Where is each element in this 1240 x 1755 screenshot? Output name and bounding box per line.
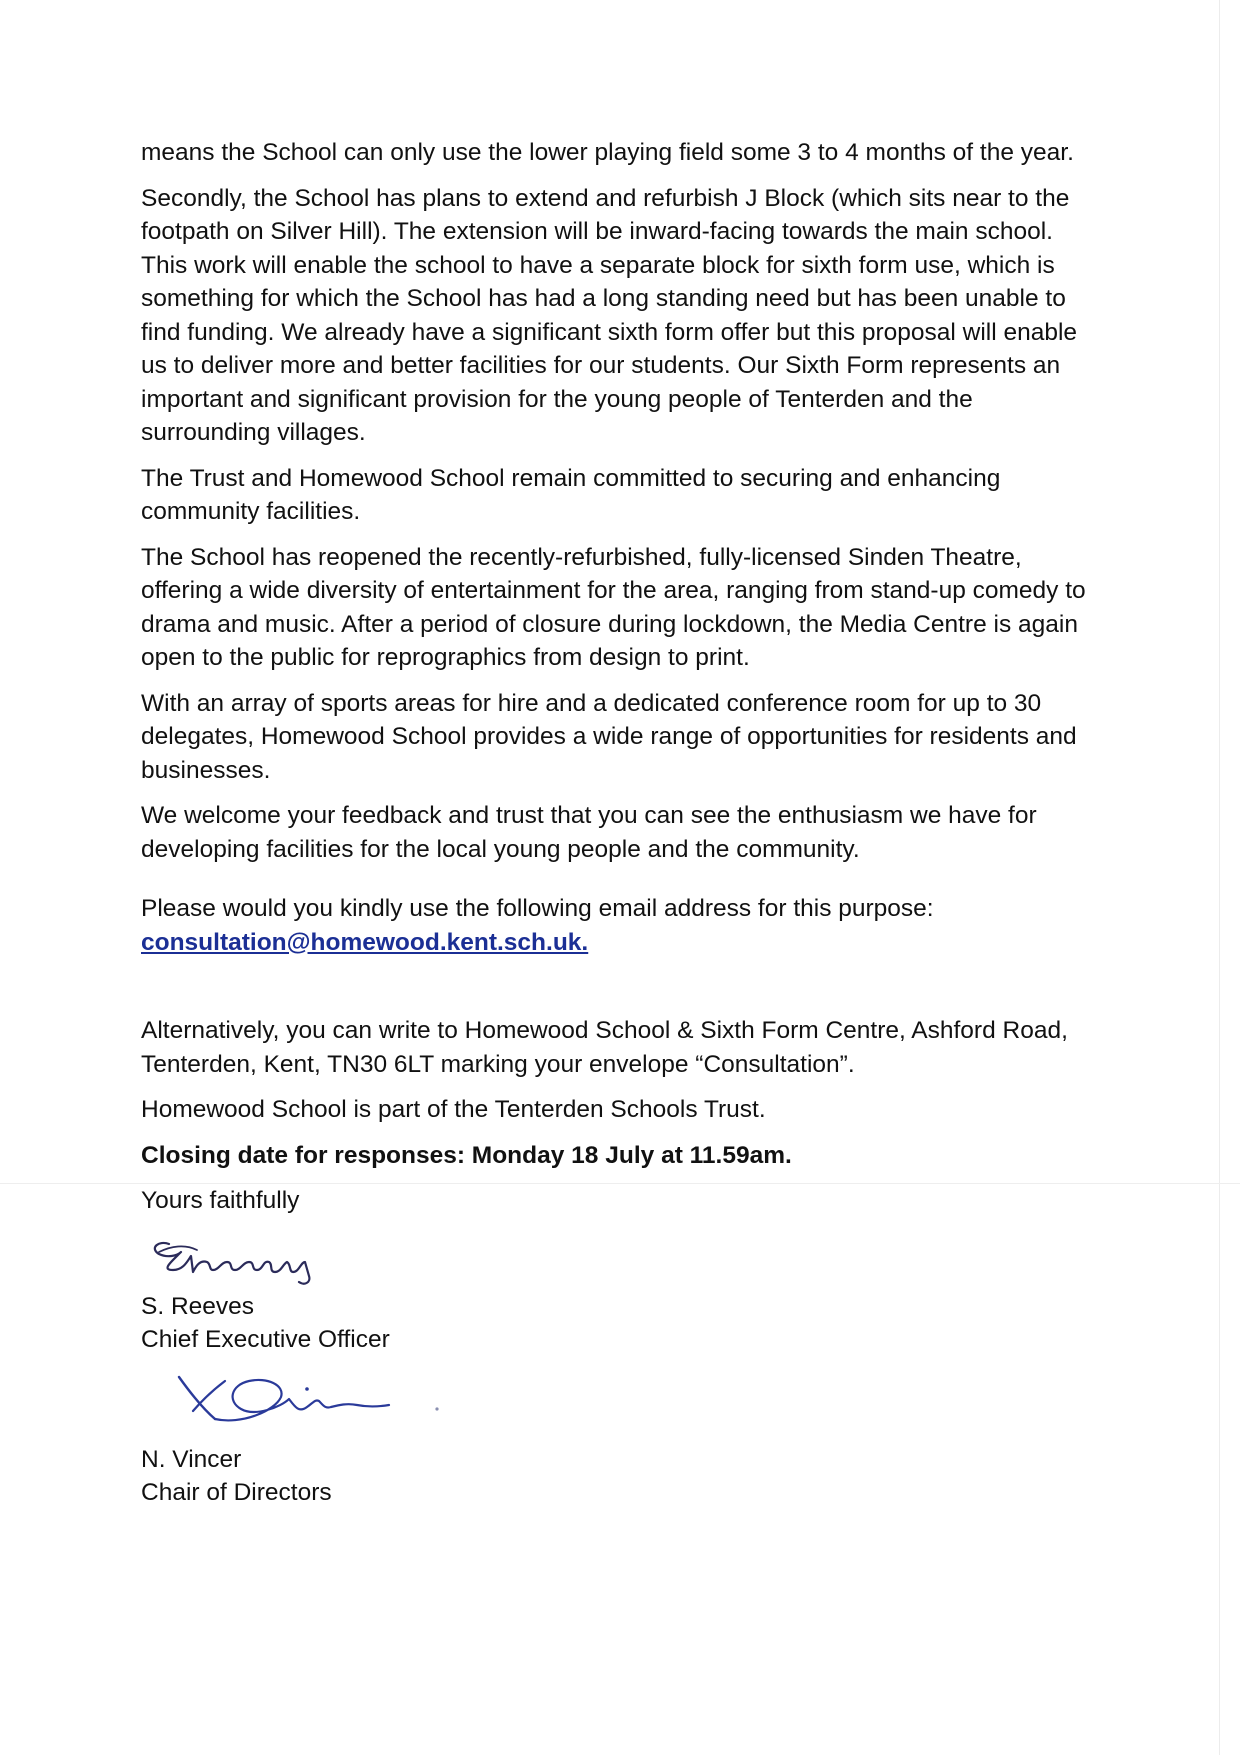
- paragraph-sports-areas: With an array of sports areas for hire and a dedicated conference room for up to 30 delegates, Homewood School provides a wide range of opportunities for residents and businesses.: [141, 689, 1077, 784]
- paragraph-playing-field: means the School can only use the lower playing field some 3 to 4 months of the year.: [141, 139, 1074, 166]
- paragraph-j-block: Secondly, the School has plans to extend and refurbish J Block (which sits near to the footpath on Silver Hill). The extension will be inward-facing towards the main school. This work will enable the school to have a separate block for sixth form use, which is something for which the School has had a long standing need but has been unable to find funding. We already have a significant sixth form offer but this proposal will enable us to deliver more and better facilities for our students. Our Sixth Form represents an important and significant provision for the young people of Tenterden and the surrounding villages.: [141, 184, 1078, 446]
- scan-edge-line: [1219, 0, 1220, 1755]
- signature-reeves: [141, 1226, 361, 1290]
- paragraph-feedback: We welcome your feedback and trust that you can see the enthusiasm we have for developing facilities for the local young people and the community.: [141, 802, 1037, 863]
- consultation-email-link[interactable]: consultation@homewood.kent.sch.uk.: [141, 928, 589, 956]
- signatory-title-vincer: Chair of Directors: [141, 1479, 332, 1506]
- email-paragraph: [141, 892, 1101, 959]
- spacer: [141, 878, 1101, 892]
- signatory-name-reeves: S. Reeves: [141, 1292, 255, 1320]
- closing-date: Closing date for responses: Monday 18 July at 11.59am.: [141, 1141, 792, 1169]
- signature-vincer: [171, 1367, 491, 1435]
- spacer: [141, 959, 1101, 1014]
- email-intro: Please would you kindly use the following email address for this purpose:: [141, 895, 934, 922]
- sign-off: Yours faithfully: [141, 1187, 300, 1214]
- paragraph-commitment: The Trust and Homewood School remain committed to securing and enhancing community facilities.: [141, 464, 1001, 525]
- letter-body: [141, 136, 1101, 1510]
- paragraph-trust-note: Homewood School is part of the Tenterden Schools Trust.: [141, 1096, 766, 1123]
- signatory-title-reeves: Chief Executive Officer: [141, 1326, 390, 1353]
- paragraph-sinden-theatre: The School has reopened the recently-refurbished, fully-licensed Sinden Theatre, offering a wide diversity of entertainment for the area, ranging from stand-up comedy to drama and music. After a period of closure during lockdown, the Media Centre is again open to the public for reprographics from design to print.: [141, 543, 1086, 671]
- paragraph-alternative-address: Alternatively, you can write to Homewood School & Sixth Form Centre, Ashford Road, Tenterden, Kent, TN30 6LT marking your envelope “Consultation”.: [141, 1017, 1068, 1078]
- signatory-name-vincer: N. Vincer: [141, 1445, 242, 1473]
